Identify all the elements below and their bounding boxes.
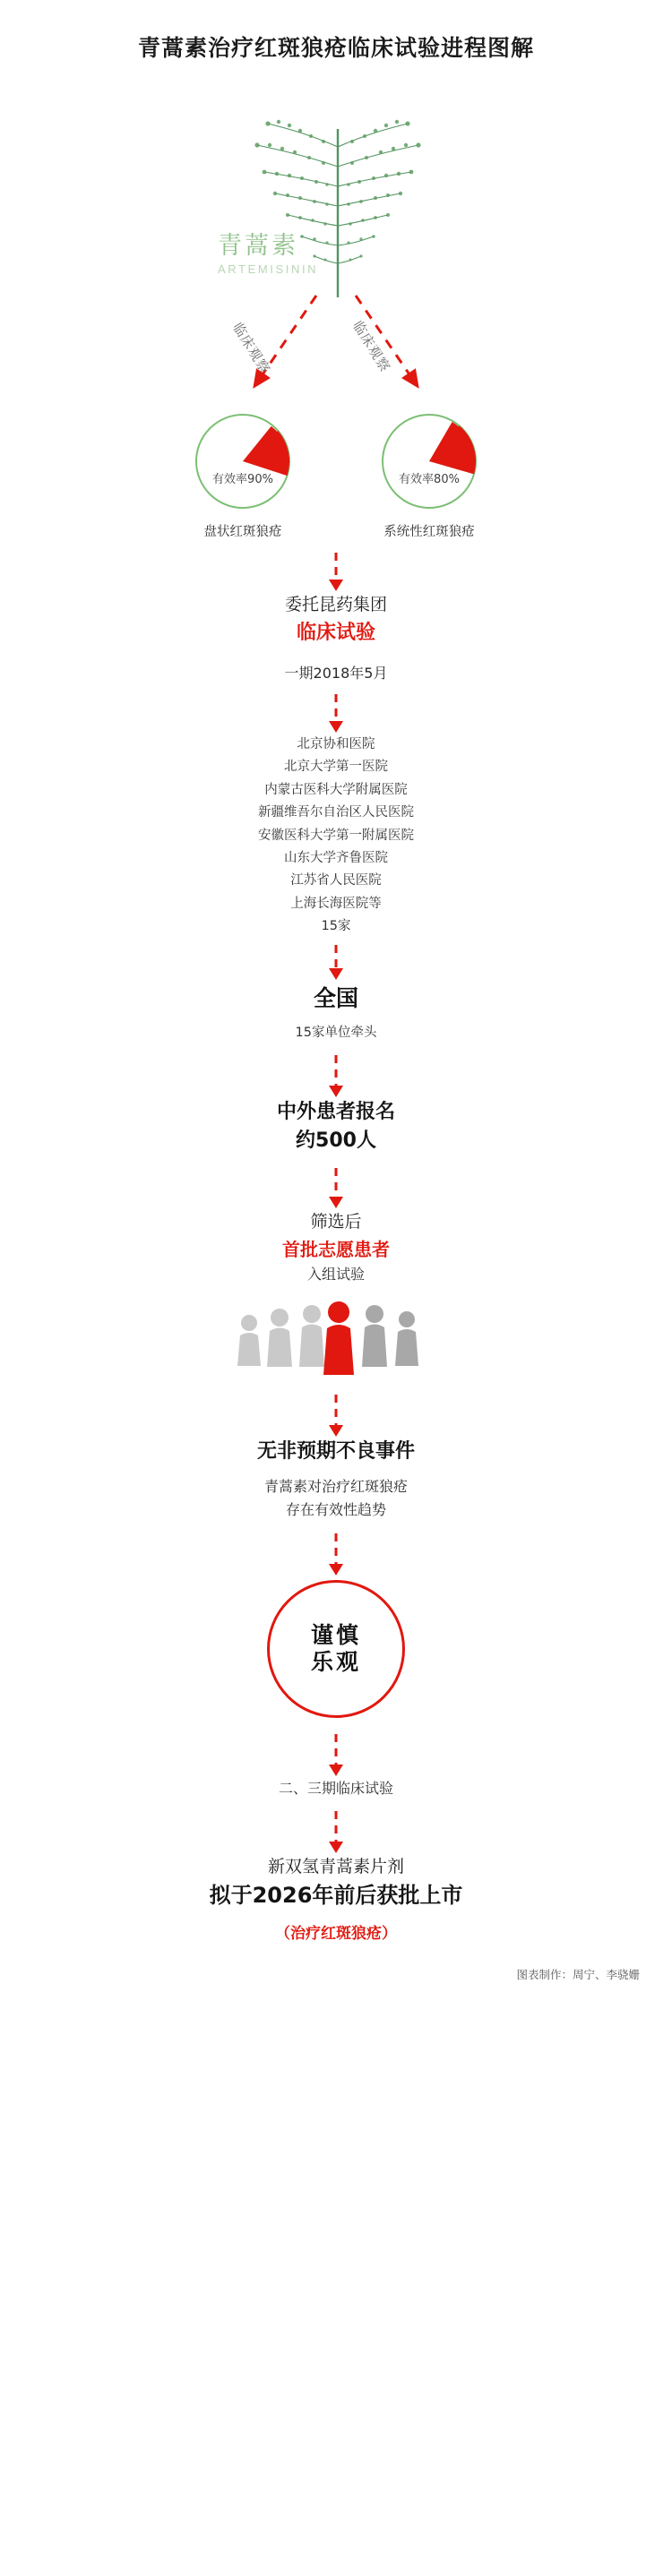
enrollment-block [277, 1098, 395, 1155]
conclusion-line-1: 谨慎 [310, 1622, 361, 1649]
list-item: 北京协和医院 [297, 737, 375, 752]
branch-arrow-svg [139, 294, 533, 410]
screening-block [282, 1209, 390, 1285]
people-group-icon [233, 1301, 439, 1378]
conclusion-line-2: 乐观 [310, 1649, 361, 1676]
safety-heading: 无非预期不良事件 [256, 1440, 415, 1464]
screen-line-2: 首批志愿患者 [282, 1238, 390, 1260]
artemisia-plant-illustration [175, 93, 497, 299]
pie-value-discoid: 有效率90% [212, 473, 273, 486]
list-item: 新疆维吾尔自治区人民医院 [258, 805, 414, 820]
pie-block-discoid [170, 412, 315, 540]
safety-line-2: 存在有效性趋势 [285, 1500, 386, 1518]
pie-chart-systemic [380, 412, 478, 511]
safety-line-1: 青蒿素对治疗红斑狼疮 [263, 1478, 408, 1496]
pie-block-systemic [357, 412, 502, 540]
flow-arrow-7 [323, 1533, 349, 1576]
pie-chart-discoid [194, 412, 292, 511]
pie-caption-discoid: 盘状红斑狼疮 [203, 525, 282, 539]
brand-block [218, 226, 318, 276]
nationwide-block [296, 981, 377, 1044]
conclusion-circle [267, 1580, 405, 1718]
flow-arrow-9 [323, 1811, 349, 1854]
safety-block [257, 1438, 415, 1521]
list-item: 15家 [321, 919, 351, 934]
enroll-line-2: 约500人 [296, 1129, 376, 1153]
next-phase-block [279, 1777, 393, 1800]
branch-label-right: 临床观察 [349, 318, 394, 375]
brand-name-cn: 青蒿素 [218, 232, 298, 260]
flow-arrow-5 [323, 1168, 349, 1209]
screen-line-1: 筛选后 [310, 1212, 362, 1232]
final-note: （治疗红斑狼疮） [274, 1925, 397, 1943]
list-item: 安徽医科大学第一附属医院 [258, 828, 414, 843]
enroll-line-1: 中外患者报名 [276, 1101, 395, 1124]
flow-arrow-2 [323, 694, 349, 734]
list-item: 上海长海医院等 [290, 896, 382, 911]
next-phase-text: 二、三期临床试验 [278, 1780, 393, 1798]
phase-text: 一期2018年5月 [284, 665, 388, 683]
pie-svg-discoid [194, 412, 292, 511]
flow-arrow-3 [323, 945, 349, 981]
entrust-block [285, 592, 388, 685]
credit-footer: 图表制作：周宁、李骁姗 [516, 1968, 640, 1982]
flow-arrow-1 [323, 553, 349, 592]
hospital-list [258, 734, 414, 938]
pie-caption-systemic: 系统性红斑狼疮 [383, 525, 475, 539]
list-item: 江苏省人民医院 [290, 873, 382, 889]
pie-svg-systemic [380, 412, 478, 511]
list-item: 北京大学第一医院 [284, 760, 388, 775]
flow-arrow-4 [323, 1055, 349, 1098]
lead-units-text: 15家单位牵头 [295, 1026, 377, 1041]
brand-name-en: ARTEMISININ [218, 262, 319, 276]
nationwide-text: 全国 [313, 985, 358, 1012]
clinical-trial-text: 临床试验 [296, 622, 375, 645]
list-item: 内蒙古医科大学附属医院 [264, 782, 408, 797]
branch-label-left: 临床观察 [229, 320, 274, 377]
screen-line-3: 入组试验 [306, 1265, 365, 1283]
page-title: 青蒿素治疗红斑狼疮临床试验进程图解 [137, 35, 534, 61]
list-item: 山东大学齐鲁医院 [284, 850, 388, 865]
final-line-1: 新双氢青蒿素片剂 [267, 1856, 404, 1876]
final-block [210, 1854, 463, 1943]
entrust-text: 委托昆药集团 [284, 595, 387, 614]
flow-arrow-8 [323, 1734, 349, 1777]
final-line-2: 拟于2026年前后获批上市 [209, 1883, 463, 1909]
pie-value-systemic: 有效率80% [399, 473, 460, 486]
branch-arrows [139, 294, 533, 410]
flow-arrow-6 [323, 1395, 349, 1438]
efficacy-pies [170, 412, 502, 540]
